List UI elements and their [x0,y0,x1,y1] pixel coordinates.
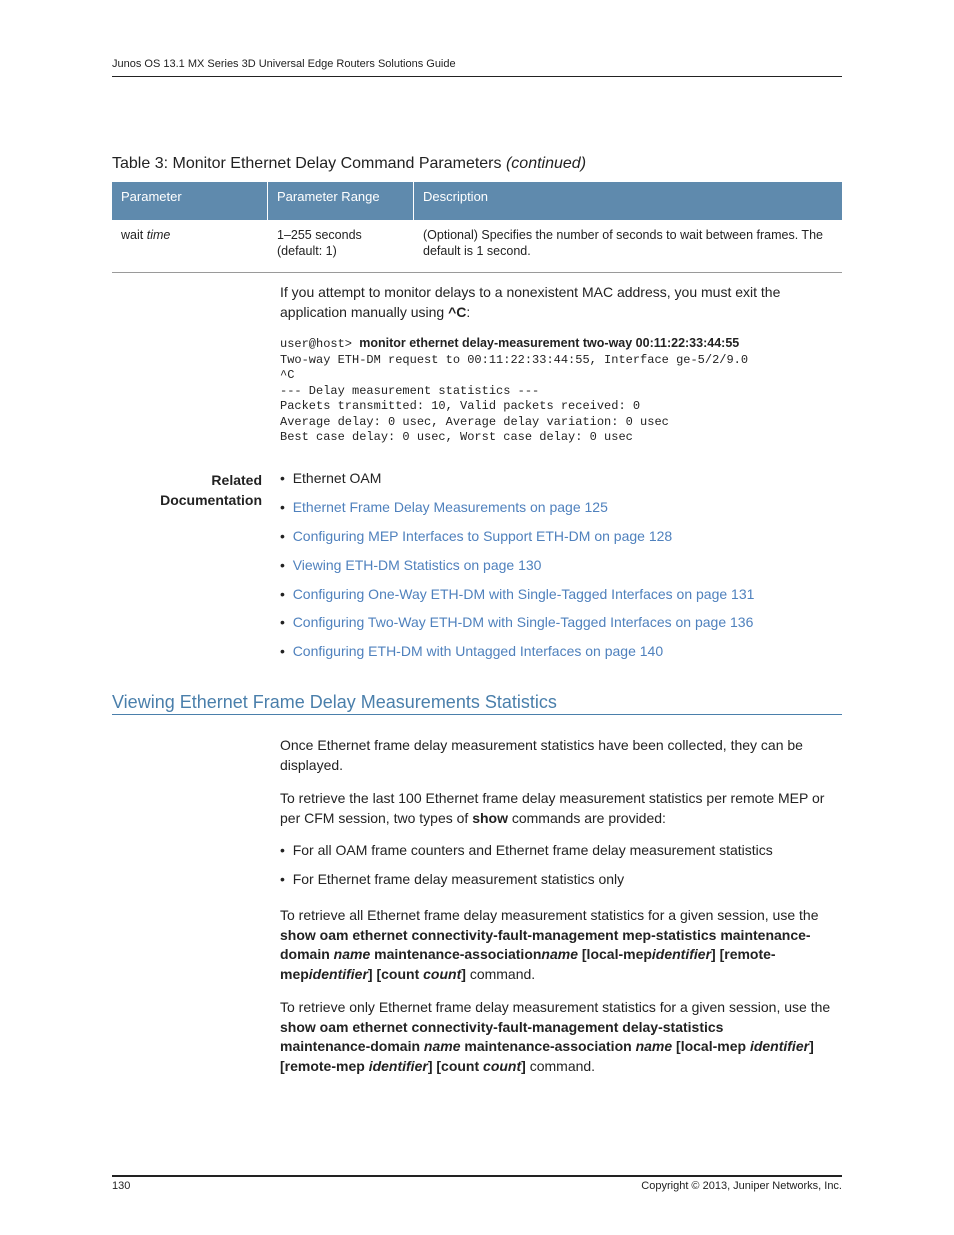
related-link[interactable]: • Configuring Two-Way ETH-DM with Single-Tagged Interfaces on page 136 [280,614,754,630]
column-header-description: Description [423,189,489,204]
cli-output-line: Packets transmitted: 10, Valid packets received: 0 [280,399,641,413]
table-cell-parameter [121,227,170,243]
section-paragraph-1: Once Ethernet frame delay measurement statistics have been collected, they can be displayed. [280,737,803,773]
related-link-text[interactable]: Ethernet Frame Delay Measurements on page 125 [292,499,608,515]
related-item: • Ethernet OAM [280,470,382,486]
cli-example [280,336,748,446]
intro-colon: : [466,303,471,320]
table-bottom-rule [112,272,842,273]
copyright: Copyright © 2013, Juniper Networks, Inc. [641,1180,842,1192]
cli-prompt: user@host> [280,337,360,351]
related-link-text[interactable]: Configuring MEP Interfaces to Support ETH-DM on page 128 [292,528,673,544]
section-heading-rule [112,714,842,715]
param-variable: time [146,228,171,242]
table-title-text: Table 3: Monitor Ethernet Delay Command Parameters [112,155,502,172]
related-link[interactable]: • Ethernet Frame Delay Measurements on page 125 [280,499,608,515]
section-paragraph-4: To retrieve only Ethernet frame delay measurement statistics for a given session, use the show oam ethernet connectivity-fault-management delay-statistics maintenance-domain name maintenance-association name [local-mep identifier] [remote-mep identifier] [count count] command. [280,999,831,1074]
section-paragraph-2: To retrieve the last 100 Ethernet frame delay measurement statistics per remote MEP or per CFM session, two types of show commands are provided: [280,790,825,826]
related-link-text[interactable]: Configuring ETH-DM with Untagged Interfaces on page 140 [292,643,664,659]
cli-output-line: Best case delay: 0 usec, Worst case delay: 0 usec [280,430,633,444]
table-title [112,155,586,173]
param-keyword: wait [121,228,144,242]
cli-output-line: ^C [280,368,295,382]
section-paragraph-3: To retrieve all Ethernet frame delay measurement statistics for a given session, use the show oam ethernet connectivity-fault-management mep-statistics maintenance-domain name maintenance-associationname [local-mepidentifier] [remote-mepidentifier] [count count] command. [280,907,819,982]
related-link-text[interactable]: Viewing ETH-DM Statistics on page 130 [292,557,542,573]
running-header: Junos OS 13.1 MX Series 3D Universal Edge Routers Solutions Guide [112,58,456,70]
cli-output-line: --- Delay measurement statistics --- [280,383,540,398]
related-link[interactable]: • Viewing ETH-DM Statistics on page 130 [280,557,542,573]
column-header-parameter: Parameter [121,189,182,204]
related-link[interactable]: • Configuring MEP Interfaces to Support ETH-DM on page 128 [280,528,673,544]
related-link-text[interactable]: Configuring Two-Way ETH-DM with Single-Tagged Interfaces on page 136 [292,614,754,630]
related-link-text[interactable]: Configuring One-Way ETH-DM with Single-Tagged Interfaces on page 131 [292,586,755,602]
related-link[interactable]: • Configuring ETH-DM with Untagged Interfaces on page 140 [280,643,664,659]
cli-output-line: Two-way ETH-DM request to 00:11:22:33:44:55, Interface ge-5/2/9.0 [280,352,749,367]
show-command: show [472,809,508,826]
header-divider [112,76,842,77]
section-heading: Viewing Ethernet Frame Delay Measurements Statistics [112,692,557,712]
table-header [112,182,842,220]
page-number: 130 [112,1180,131,1192]
intro-text: If you attempt to monitor delays to a nonexistent MAC address, you must exit the application manually using [280,284,781,320]
ctrl-c-key: ^C [448,303,467,320]
footer-divider [112,1175,842,1177]
range-default: (default: 1) [277,244,337,258]
command-syntax: show oam ethernet connectivity-fault-management delay-statistics [280,1018,724,1035]
command-syntax: show oam ethernet connectivity-fault-management mep-statistics maintenance-domain [280,926,811,962]
related-documentation-label: Related Documentation [160,472,262,508]
range-line: 1–255 seconds [277,228,362,242]
related-link[interactable]: • Configuring One-Way ETH-DM with Single-Tagged Interfaces on page 131 [280,586,755,602]
table-cell-description: (Optional) Specifies the number of seconds to wait between frames. The default is 1 second. [423,228,823,258]
intro-paragraph [280,283,840,322]
cli-command-line [280,336,748,353]
table-cell-range [277,227,407,259]
cli-output-line: Average delay: 0 usec, Average delay variation: 0 usec [280,414,669,429]
table-title-continued: (continued) [505,155,587,172]
cli-command: monitor ethernet delay-measurement two-way 00:11:22:33:44:55 [359,336,740,350]
section-bullet: • For Ethernet frame delay measurement statistics only [280,871,625,887]
section-bullet: • For all OAM frame counters and Ethernet frame delay measurement statistics [280,842,773,858]
column-header-range: Parameter Range [277,189,380,204]
